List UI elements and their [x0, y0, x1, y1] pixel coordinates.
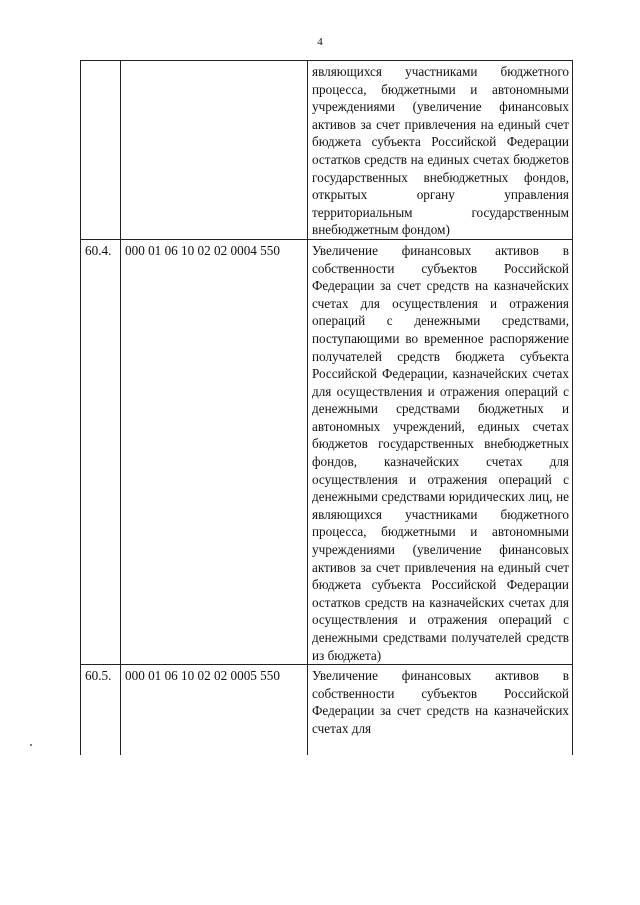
row-number [81, 61, 121, 240]
row-number: 60.5. [81, 665, 121, 756]
row-number: 60.4. [81, 239, 121, 664]
budget-code-table [80, 60, 573, 755]
budget-code [121, 61, 308, 240]
code-description: Увеличение финансовых активов в собственности субъектов Российской Федерации за счет средств на казначейских счетах для [308, 665, 573, 756]
table-row [81, 665, 573, 756]
budget-code: 000 01 06 10 02 02 0005 550 [121, 665, 308, 756]
code-description: являющихся участниками бюджетного процесса, бюджетными и автономными учреждениями (увеличение финансовых активов за счет привлечения на единый счет бюджета субъекта Российской Федерации остатков средств на единых счетах бюджетов государственных внебюджетных фондов, открытых органу управления территориальным государственным внебюджетным фондом) [308, 61, 573, 240]
code-description: Увеличение финансовых активов в собственности субъектов Российской Федерации за счет средств на казначейских счетах для осуществления и отражения операций с денежными средствами, поступающими во временное распоряжение получателей средств бюджета субъекта Российской Федерации, казначейских счетах для осуществления и отражения операций с денежными средствами бюджетных и автономных учреждений, единых счетах бюджетов государственных внебюджетных фондов, казначейских счетах для осуществления и отражения операций с денежными средствами юридических лиц, не являющихся участниками бюджетного процесса, бюджетными и автономными учреждениями (увеличение финансовых активов за счет привлечения на единый счет бюджета субъекта Российской Федерации остатков средств на казначейских счетах для осуществления и отражения операций с денежными средствами получателей средств из бюджета) [308, 239, 573, 664]
table-row [81, 61, 573, 240]
table-row [81, 239, 573, 664]
page-number: 4 [317, 36, 323, 48]
budget-code: 000 01 06 10 02 02 0004 550 [121, 239, 308, 664]
scan-mark [30, 744, 32, 746]
